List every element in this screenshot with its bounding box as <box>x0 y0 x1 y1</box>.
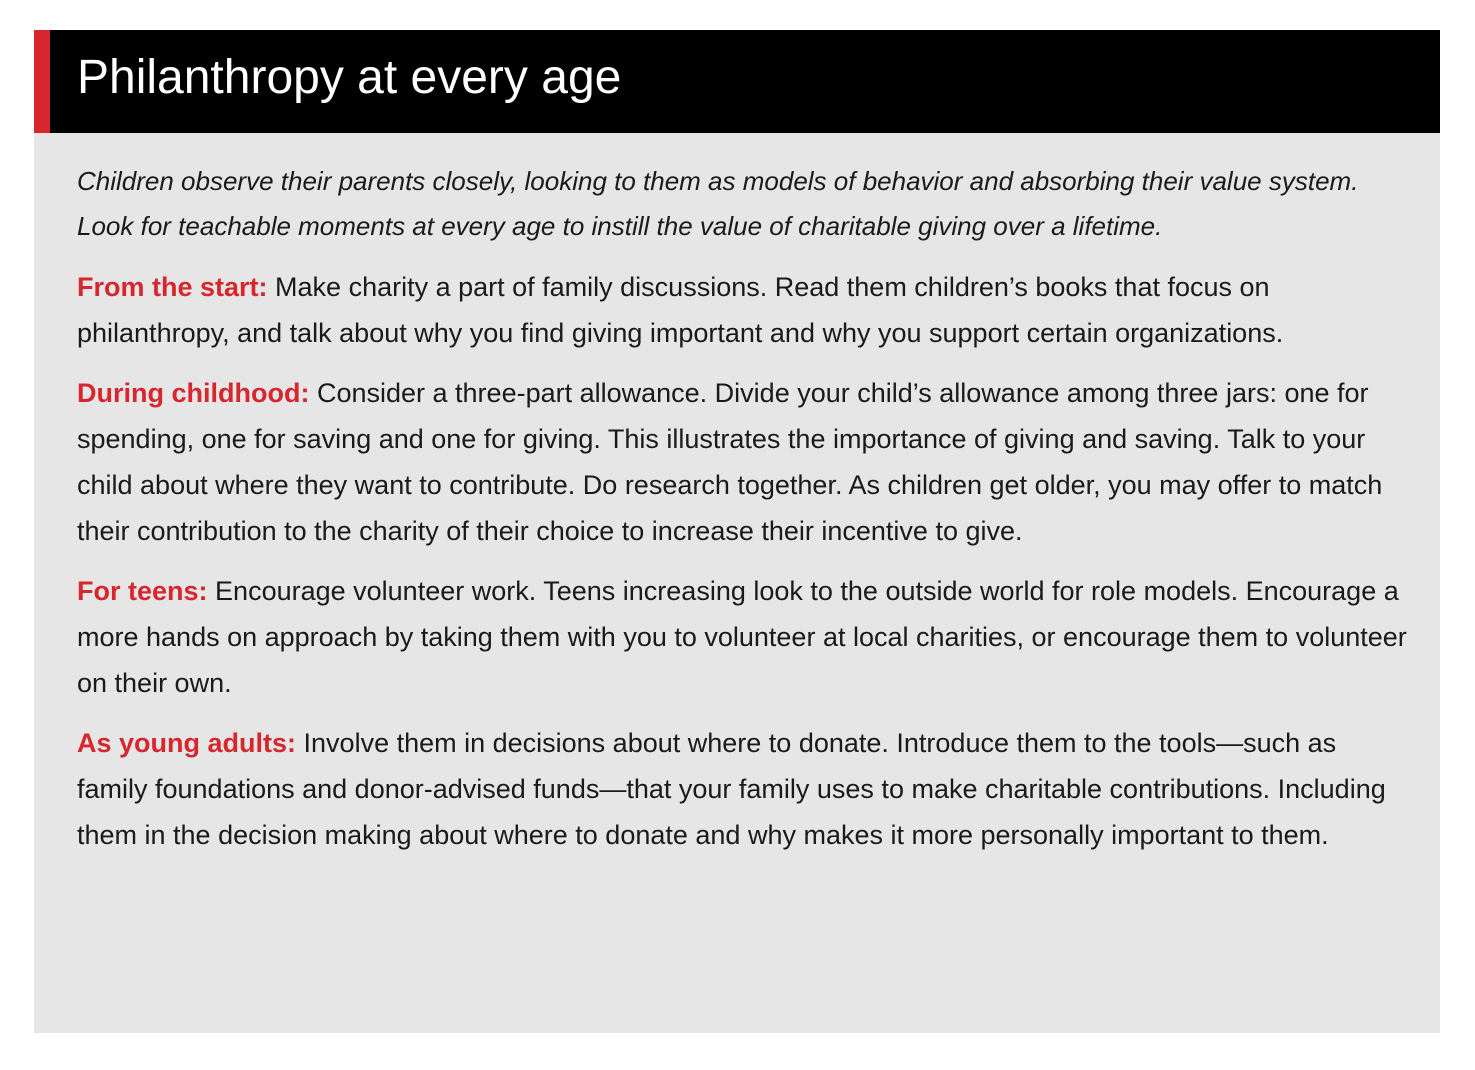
section-label: From the start: <box>77 272 268 302</box>
section-text: Make charity a part of family discussions. Read them children’s books that focus on philanthropy, and talk about why you find giving important and why you support certain organizations. <box>77 272 1284 348</box>
intro-paragraph: Children observe their parents closely, looking to them as models of behavior and absorbing their value system. Look for teachable moments at every age to instill the value of charitable giving over a lifetime. <box>77 166 1359 241</box>
philanthropy-sidebar-card <box>34 30 1440 1033</box>
section-label: During childhood: <box>77 378 310 408</box>
section-during-childhood <box>77 370 1412 554</box>
section-label: As young adults: <box>77 728 297 758</box>
content-body <box>77 159 1412 872</box>
section-as-young-adults <box>77 720 1412 858</box>
header-bar <box>34 30 1440 133</box>
page-title: Philanthropy at every age <box>77 51 622 104</box>
section-label: For teens: <box>77 576 208 606</box>
section-text: Encourage volunteer work. Teens increasing look to the outside world for role models. Encourage a more hands on approach by taking them with you to volunteer at local charities, or encourage them to volunteer on their own. <box>77 576 1407 698</box>
section-text: Consider a three-part allowance. Divide your child’s allowance among three jars: one for spending, one for saving and one for giving. This illustrates the importance of giving and saving. Talk to your child about where they want to contribute. Do research together. As children get older, you may offer to match their contribution to the charity of their choice to increase their incentive to give. <box>77 378 1383 546</box>
section-text: Involve them in decisions about where to donate. Introduce them to the tools—such as family foundations and donor-advised funds—that your family uses to make charitable contributions. Including them in the decision making about where to donate and why makes it more personally important to them. <box>77 728 1386 850</box>
section-for-teens <box>77 568 1412 706</box>
section-from-the-start <box>77 264 1412 356</box>
accent-bar <box>34 30 50 133</box>
